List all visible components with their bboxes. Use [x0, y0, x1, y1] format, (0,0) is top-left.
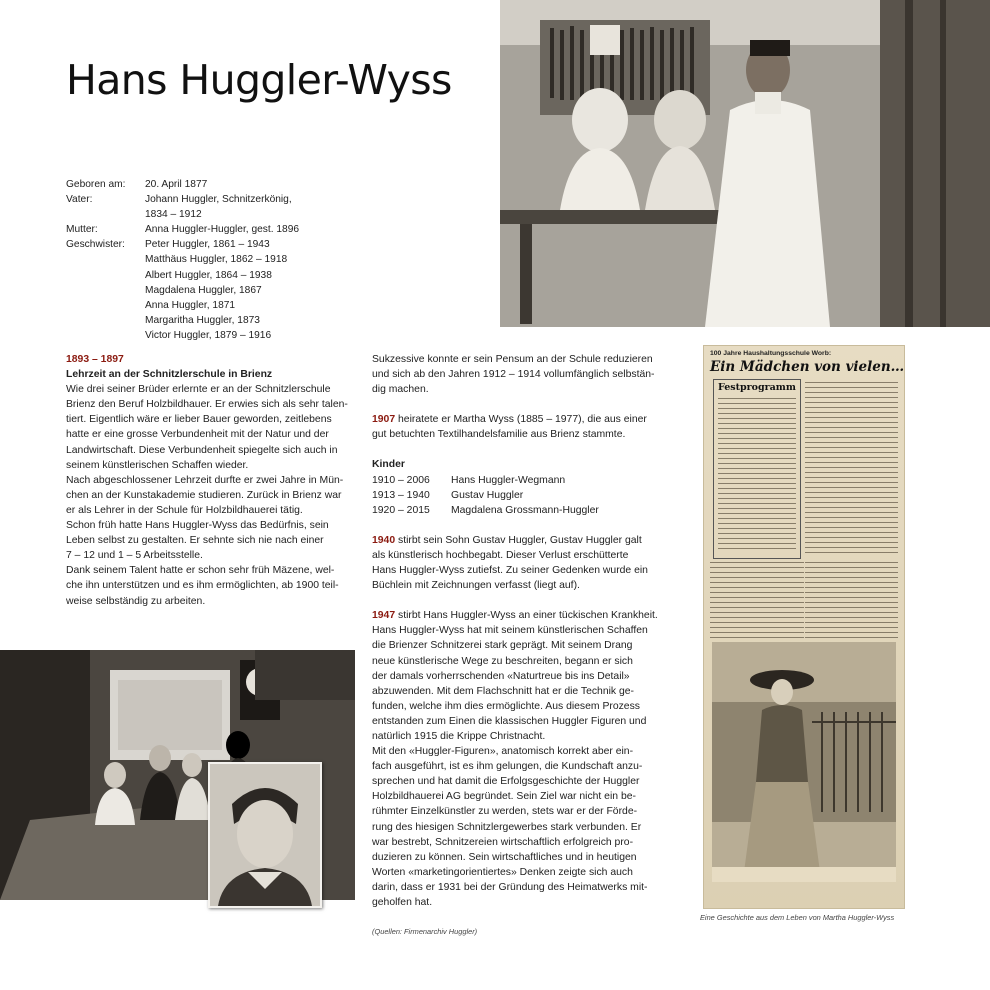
- workshop-photo-drawing: [500, 0, 990, 327]
- kinder-years: 1913 – 1940: [372, 489, 430, 501]
- text-line: darin, dass er 1931 bei der Gründung des Heimatwerks mit-: [372, 881, 648, 893]
- fact-value: Albert Huggler, 1864 – 1938: [145, 269, 272, 281]
- article-text-lower-right: [805, 562, 898, 640]
- text-line: Nach abgeschlossener Lehrzeit durfte er zwei Jahre in Mün-: [66, 474, 344, 486]
- fact-value: 20. April 1877: [145, 179, 208, 190]
- kinder-name: Hans Huggler-Wegmann: [451, 474, 566, 486]
- newspaper-photo-woman: [712, 642, 896, 882]
- fact-value: Johann Huggler, Schnitzerkönig,: [145, 194, 292, 206]
- kinder-years: 1920 – 2015: [372, 504, 430, 516]
- newspaper-headline: Ein Mädchen von vielen…: [710, 359, 905, 375]
- text-line: Wie drei seiner Brüder erlernte er an der Schnitzlerschule: [66, 384, 331, 396]
- text-line: chen an der Kunstakademie studieren. Zurück in Brienz war: [66, 489, 342, 501]
- fact-label: Geboren am:: [66, 179, 126, 190]
- festprogramm-text-lines: [718, 398, 796, 553]
- text-line: funden, welche ihm dies ermöglichte. Aus diesem Prozess: [372, 700, 640, 712]
- text-line: geholfen hat.: [372, 897, 433, 908]
- text-line: und sich ab den Jahren 1912 – 1914 vollumfänglich selbstän-: [372, 369, 655, 381]
- text-line: Mit den «Huggler-Figuren», anatomisch korrekt aber ein-: [372, 746, 634, 758]
- intro-paragraph: [372, 352, 672, 397]
- festprogramm-box: [713, 379, 801, 559]
- text-line: rung des hiesigen Schnitzlergewerbes stark verbunden. Er: [372, 821, 642, 833]
- kinder-name: Magdalena Grossmann-Huggler: [451, 504, 599, 516]
- text-line: Dank seinem Talent hatte er schon sehr früh Mäzene, wel-: [66, 565, 335, 577]
- paragraph-1940: [372, 533, 672, 593]
- fact-value: 1834 – 1912: [145, 209, 202, 221]
- text-line: seinem künstlerischen Schaffen wieder.: [66, 459, 249, 471]
- text-line: die Brienzer Schnitzerei stark geprägt. Mit seinem Drang: [372, 640, 633, 652]
- fact-row: [66, 222, 299, 237]
- page-title: Hans Huggler-Wyss: [66, 56, 452, 104]
- kinder-row: [372, 503, 672, 518]
- portrait-photo: [208, 762, 322, 908]
- fact-label: Mutter:: [66, 224, 98, 236]
- sources-note: (Quellen: Firmenarchiv Huggler): [372, 927, 478, 936]
- newspaper-clipping: [703, 345, 905, 909]
- text-line: Leben selbst zu gestalten. Er sehnte sich nie nach einer: [66, 535, 324, 547]
- fact-row: [66, 192, 299, 222]
- text-line: rühmter Einzelkünstler zu werden, stets war er der Förde-: [372, 806, 638, 818]
- kinder-row: [372, 488, 672, 503]
- fact-row: [66, 177, 299, 192]
- workshop-photo: [500, 0, 990, 327]
- text-line: dig machen.: [372, 384, 429, 396]
- text-line: Worten «marketingorientiertes» Denken zeigte sich auch: [372, 866, 633, 878]
- text-line: der damals vorherrschenden «Naturtreue bis ins Detail»: [372, 670, 630, 682]
- kinder-list: [372, 473, 672, 518]
- text-line-start: stirbt Hans Huggler-Wyss an einer tückischen Krankheit.: [395, 610, 658, 622]
- text-line: natürlich 1915 die Krippe Christnacht.: [372, 730, 546, 742]
- text-line: hatte er eine grosse Verbundenheit mit der Natur und der: [66, 429, 329, 441]
- main-text-column: [372, 352, 672, 910]
- text-line: sprechen und hat damit die Erfolgsgeschichte der Huggler: [372, 776, 640, 788]
- paragraph-1947: [372, 608, 672, 910]
- fact-values: [145, 192, 292, 222]
- section-lehrzeit: [66, 352, 349, 609]
- text-line: Büchlein mit Zeichnungen verfasst (liegt auf).: [372, 580, 580, 592]
- fact-value: Victor Huggler, 1879 – 1916: [145, 329, 272, 341]
- text-line: als künstlerisch hochbegabt. Dieser Verlust erschütterte: [372, 549, 629, 561]
- text-line-start: stirbt sein Sohn Gustav Huggler, Gustav Huggler galt: [395, 534, 642, 546]
- text-line: 7 – 12 und 1 – 5 Arbeitsstelle.: [66, 550, 203, 562]
- text-line: Hans Huggler-Wyss hat mit seinem künstlerischen Schaffen: [372, 625, 648, 637]
- fact-value: Anna Huggler, 1871: [145, 299, 236, 311]
- year-1940: 1940: [372, 534, 396, 546]
- fact-values: [145, 237, 287, 343]
- text-line: Brienz den Beruf Holzbildhauer. Er erwies sich als sehr talen-: [66, 399, 348, 411]
- kinder-heading: Kinder: [372, 459, 405, 471]
- article-text-upper-right: [805, 382, 898, 554]
- newspaper-photo-drawing: [712, 642, 896, 882]
- text-line: tiert. Eigentlich wäre er lieber Bauer geworden, zeitlebens: [66, 414, 332, 426]
- text-line: Holzbildhauerei AG begründet. Sein Ziel war nicht ein be-: [372, 791, 636, 803]
- text-line: fach ausgeführt, ist es ihm gelungen, die Kundschaft anzu-: [372, 761, 643, 773]
- fact-value: Margaritha Huggler, 1873: [145, 314, 260, 326]
- section-years: 1893 – 1897: [66, 354, 124, 365]
- fact-value: Magdalena Huggler, 1867: [145, 284, 262, 296]
- year-1907: 1907: [372, 414, 396, 426]
- text-line: er als Lehrer in der Schule für Holzbildhauerei tätig.: [66, 504, 303, 516]
- section-body: [66, 382, 349, 608]
- newspaper-kicker: 100 Jahre Haushaltungsschule Worb:: [710, 350, 832, 357]
- article-text-lower-left: [710, 562, 804, 640]
- fact-value: Anna Huggler-Huggler, gest. 1896: [145, 224, 300, 236]
- fact-value: Peter Huggler, 1861 – 1943: [145, 239, 270, 251]
- text-line: abzuwenden. Mit dem Flachschnitt hat er die Technik ge-: [372, 685, 635, 697]
- text-line: entstanden zum Einen die klassischen Huggler Figuren und: [372, 715, 647, 727]
- text-line: Sukzessive konnte er sein Pensum an der Schule reduzieren: [372, 354, 653, 365]
- fact-label: Vater:: [66, 194, 93, 206]
- text-line: che ihn unterstützen und es ihm ermöglichten, ab 1900 teil-: [66, 580, 339, 592]
- kinder-name: Gustav Huggler: [451, 489, 524, 501]
- kinder-row: [372, 473, 672, 488]
- biography-facts: [66, 177, 299, 343]
- year-1947: 1947: [372, 610, 396, 622]
- festprogramm-title: Festprogramm: [718, 382, 796, 393]
- kinder-years: 1910 – 2006: [372, 474, 430, 486]
- text-line-start: heiratete er Martha Wyss (1885 – 1977), die aus einer: [395, 414, 647, 426]
- paragraph-1907: [372, 412, 672, 442]
- fact-values: [145, 177, 207, 192]
- text-line: duzieren zu können. Sein wirtschaftliches und in heutigen: [372, 851, 637, 863]
- text-line: Hans Huggler-Wyss zutiefst. Zu seiner Gedenken wurde ein: [372, 565, 648, 577]
- text-line: weise selbständig zu arbeiten.: [66, 595, 206, 607]
- section-heading: Lehrzeit an der Schnitzlerschule in Brienz: [66, 369, 273, 381]
- text-line: Schon früh hatte Hans Huggler-Wyss das Bedürfnis, sein: [66, 520, 329, 532]
- fact-row: [66, 237, 299, 343]
- portrait-photo-drawing: [210, 764, 320, 906]
- newspaper-caption: Eine Geschichte aus dem Leben von Martha Huggler-Wyss: [700, 913, 895, 922]
- text-line: war bestrebt, Schnitzereien wirtschaftlich erfolgreich pro-: [372, 836, 634, 848]
- fact-value: Matthäus Huggler, 1862 – 1918: [145, 254, 288, 266]
- fact-label: Geschwister:: [66, 239, 125, 251]
- text-line: Landwirtschaft. Diese Verbundenheit spiegelte sich auch in: [66, 444, 338, 456]
- fact-values: [145, 222, 299, 237]
- text-line: neue künstlerische Wege zu beschreiten, begann er sich: [372, 655, 633, 667]
- text-line: gut betuchten Textilhandelsfamilie aus Brienz stammte.: [372, 429, 626, 441]
